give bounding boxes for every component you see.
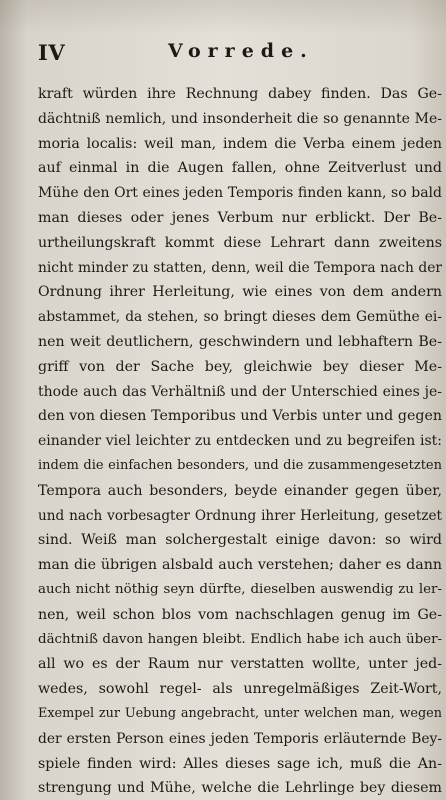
text-line: Ordnung ihrer Herleitung, wie eines von dem andern <box>38 284 442 301</box>
text-line: thode auch das Verhältniß und der Unterschied eines je- <box>38 383 442 400</box>
text-line: Mühe den Ort eines jeden Temporis finden kann, so bald <box>38 185 442 202</box>
page-number: IV <box>38 40 66 65</box>
text-line: man die übrigen alsbald auch verstehen; daher es dann <box>38 557 442 574</box>
text-line: nen weit deutlichern, geschwindern und lebhaftern Be- <box>38 333 442 350</box>
text-line: der ersten Person eines jeden Temporis erläuternde Bey- <box>38 730 442 747</box>
text-line: dächtniß davon hangen bleibt. Endlich habe ich auch über- <box>38 631 442 647</box>
text-line: Exempel zur Uebung angebracht, unter welchen man, wegen <box>38 705 442 721</box>
text-line: auf einmal in die Augen fallen, ohne Zeitverlust und <box>38 160 442 177</box>
text-line: all wo es der Raum nur verstatten wollte, unter jed- <box>38 656 442 673</box>
text-line: moria localis: weil man, indem die Verba einem jeden <box>38 135 442 152</box>
text-line: strengung und Mühe, welche die Lehrlinge bey diesem <box>38 780 442 797</box>
text-line: kraft würden ihre Rechnung dabey finden. Das Ge- <box>38 86 442 102</box>
text-line: auch nicht nöthig seyn dürfte, dieselben auswendig zu ler- <box>38 581 442 597</box>
body-text <box>38 82 442 800</box>
text-line: man dieses oder jenes Verbum nur erblickt. Der Be- <box>38 209 442 226</box>
text-line: einander viel leichter zu entdecken und zu begreifen ist: <box>38 433 442 450</box>
text-line: dächtniß nemlich, und insonderheit die so genannte Me- <box>38 110 442 127</box>
text-line: Tempora auch besonders, beyde einander gegen über, <box>38 482 442 499</box>
text-line: abstammet, da stehen, so bringt dieses dem Gemüthe ei- <box>38 309 442 326</box>
text-line: sind. Weiß man solchergestalt einige davon: so wird <box>38 532 442 549</box>
text-line: nen, weil schon blos vom nachschlagen genug im Ge- <box>38 606 442 623</box>
text-line: wedes, sowohl regel- als unregelmäßiges Zeit-Wort, <box>38 681 442 698</box>
text-line: griff von der Sache bey, gleichwie bey dieser Me- <box>38 358 442 375</box>
text-line: den von diesen Temporibus und Verbis unter und gegen <box>38 408 442 425</box>
text-line: und nach vorbesagter Ordnung ihrer Herleitung, gesetzet <box>38 507 442 524</box>
page-shadow <box>0 0 446 34</box>
text-line: spiele finden wird: Alles dieses sage ich, muß die An- <box>38 755 442 772</box>
text-line: indem die einfachen besonders, und die zusammengesetzten <box>38 457 442 473</box>
text-line: urtheilungskraft kommt diese Lehrart dann zweitens <box>38 234 442 251</box>
text-line: nicht minder zu statten, denn, weil die Tempora nach der <box>38 259 442 276</box>
page-header <box>38 40 418 70</box>
running-title: Vorrede. <box>168 40 314 62</box>
